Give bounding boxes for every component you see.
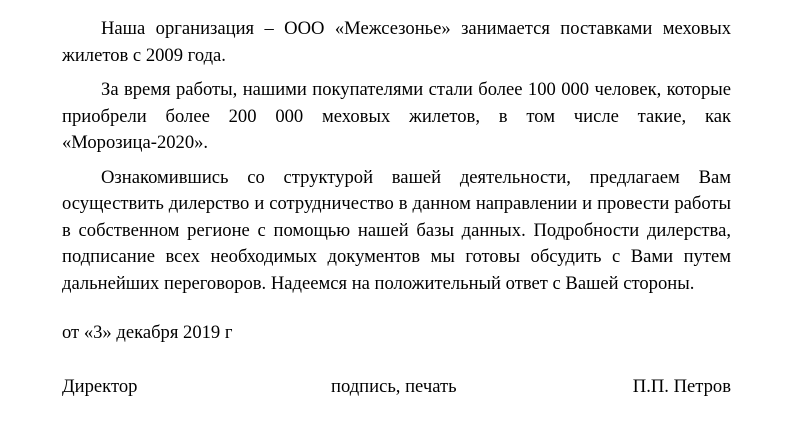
signature-block xyxy=(62,374,731,400)
letter-body xyxy=(62,16,731,305)
letter-paragraph-offer: Ознакомившись со структурой вашей деятельности, предлагаем Вам осуществить дилерство и сотрудничество в данном направлении и провести работы в собственном регионе с помощью нашей базы данных. Подробности дилерства, подписание всех необходимых документов мы готовы обсудить с Вами путем дальнейших переговоров. Надеемся на положительный ответ с Вашей стороны. xyxy=(62,166,731,294)
signatory-name: П.П. Петров xyxy=(632,376,731,397)
signatory-position: Директор xyxy=(62,376,138,397)
letter-paragraph-intro: Наша организация – ООО «Межсезонье» занимается поставками меховых жилетов с 2009 года. xyxy=(62,18,731,66)
signature-placeholder: подпись, печать xyxy=(331,376,457,397)
letter-date: от «3» декабря 2019 г xyxy=(62,322,233,343)
letter-paragraph-customers: За время работы, нашими покупателями стали более 100 000 человек, которые приобрели более 200 000 меховых жилетов, в том числе такие, как «Морозица-2020». xyxy=(62,79,731,153)
